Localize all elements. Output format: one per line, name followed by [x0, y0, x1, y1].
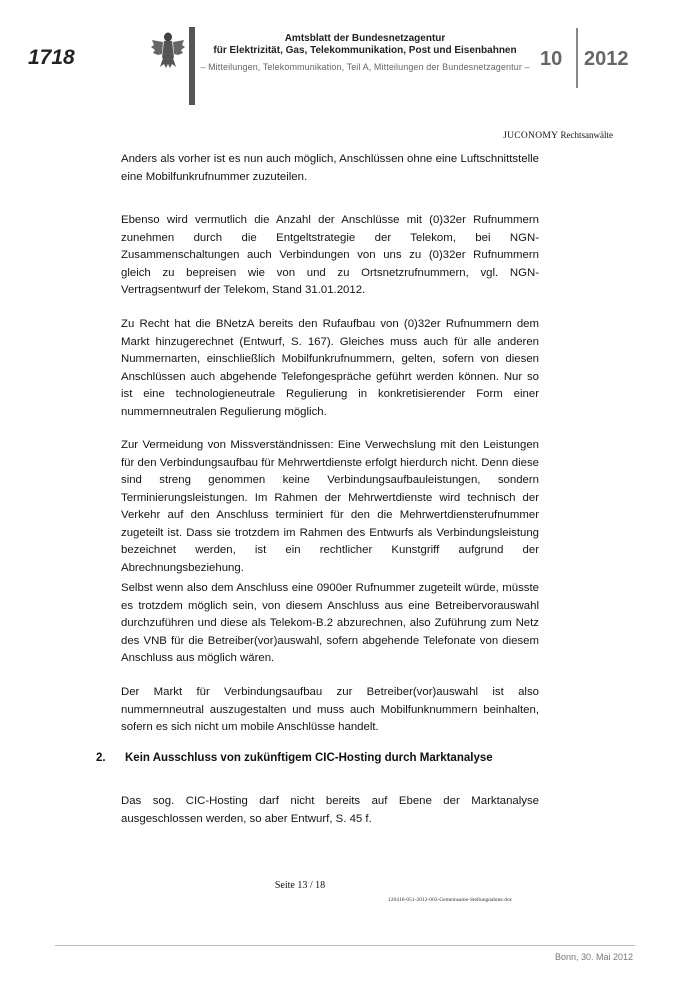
paragraph-6: Der Markt für Verbindungsaufbau zur Betreiber(vor)auswahl ist also nummernneutral auszugestalten und muss auch Mobilfunknummern beinhalten, sofern es sich nicht um mobile Anschlüsse handelt.	[121, 686, 539, 733]
section-paragraph: Das sog. CIC-Hosting darf nicht bereits auf Ebene der Marktanalyse ausgeschlossen werden, so aber Entwurf, S. 45 f.	[121, 795, 539, 825]
gazette-subtitle: – Mitteilungen, Telekommunikation, Teil A, Mitteilungen der Bundesnetzagentur –	[200, 62, 530, 72]
paragraph-4: Zur Vermeidung von Missverständnissen: Eine Verwechslung mit den Leistungen für den Verbindungsaufbau für Mehrwertdienste erfolgt hierdurch nicht. Denn diese sind streng genommen keine Verbindungsaufbauleistungen, sondern Terminierungsleistungen. Im Rahmen der Mehrwertdienste wird technisch der Verkehr auf den Anschluss terminiert für den die Mehrwertdiensterufnummer zugeteilt ist. Dass sie trotzdem im Rahmen des Entwurfs als Verbindungsleistung bezeichnet werden, ist ein rechtlicher Kunstgriff aufgrund der Abrechnungsbeziehung.	[121, 439, 539, 574]
paragraph-1: Anders als vorher ist es nun auch möglich, Anschlüssen ohne eine Luftschnittstelle eine Mobilfunkrufnummer zuzuteilen.	[121, 153, 539, 183]
letterhead-firm	[400, 130, 613, 141]
paragraph-2: Ebenso wird vermutlich die Anzahl der Anschlüsse mit (0)32er Rufnummern zunehmen durch die Entgeltstrategie der Telekom, bei NGN-Zusammenschaltungen auch Verbindungen von uns zu (0)32er Rufnummern gleich zu bepreisen wie von und zu Ortsnetzrufnummern, vgl. NGN-Vertragsentwurf der Telekom, Stand 31.01.2012.	[121, 214, 539, 296]
gazette-title-line1: Amtsblatt der Bundesnetzagentur	[284, 33, 446, 44]
footer-divider	[55, 945, 635, 946]
gazette-title-line2: für Elektrizität, Gas, Telekommunikation, Post und Eisenbahnen	[213, 45, 517, 56]
page-number: 1718	[28, 46, 75, 69]
paragraph-3: Zu Recht hat die BNetzA bereits den Rufaufbau von (0)32er Rufnummern dem Markt hinzugerechnet (Entwurf, S. 167). Gleiches muss auch für alle anderen Nummernarten, einschließlich Mobilfunkrufnummern, gelten, sofern von diesen Anschlüssen auch abgehende Telefongespräche geführt werden können. Nur so ist eine technologieneutrale Regulierung in konkretisierender Form einer nummernneutralen Regulierung möglich.	[121, 318, 539, 418]
firm-name: JUCONOMY	[503, 131, 559, 141]
issue-year: 2012	[584, 48, 629, 70]
file-name: 120416-051-2012-003-Gemeinsame-Stellungnahme.doc	[388, 897, 513, 903]
place-date: Bonn, 30. Mai 2012	[554, 952, 633, 962]
issue-number: 10	[540, 48, 563, 70]
section-heading: Kein Ausschluss von zukünftigem CIC-Hosting durch Marktanalyse	[125, 752, 493, 764]
issue-divider	[576, 28, 578, 88]
section-number: 2.	[96, 752, 106, 764]
paragraph-5: Selbst wenn also dem Anschluss eine 0900er Rufnummer zugeteilt würde, müsste es trotzdem möglich sein, von diesem Anschluss aus eine Betreibervorauswahl durchzuführen und diese als Telekom-B.2 abzurechnen, also Zuführung zum Netz des VNB für die Betreiber(vor)auswahl, sofern abgehende Telefonate von diesem Anschluss aus möglich wären.	[121, 582, 539, 664]
header-divider	[189, 27, 195, 105]
firm-suffix: Rechtsanwälte	[560, 130, 613, 140]
federal-eagle-icon	[150, 30, 186, 70]
page-label: Seite 13 / 18	[274, 880, 326, 891]
gazette-title	[200, 33, 530, 57]
